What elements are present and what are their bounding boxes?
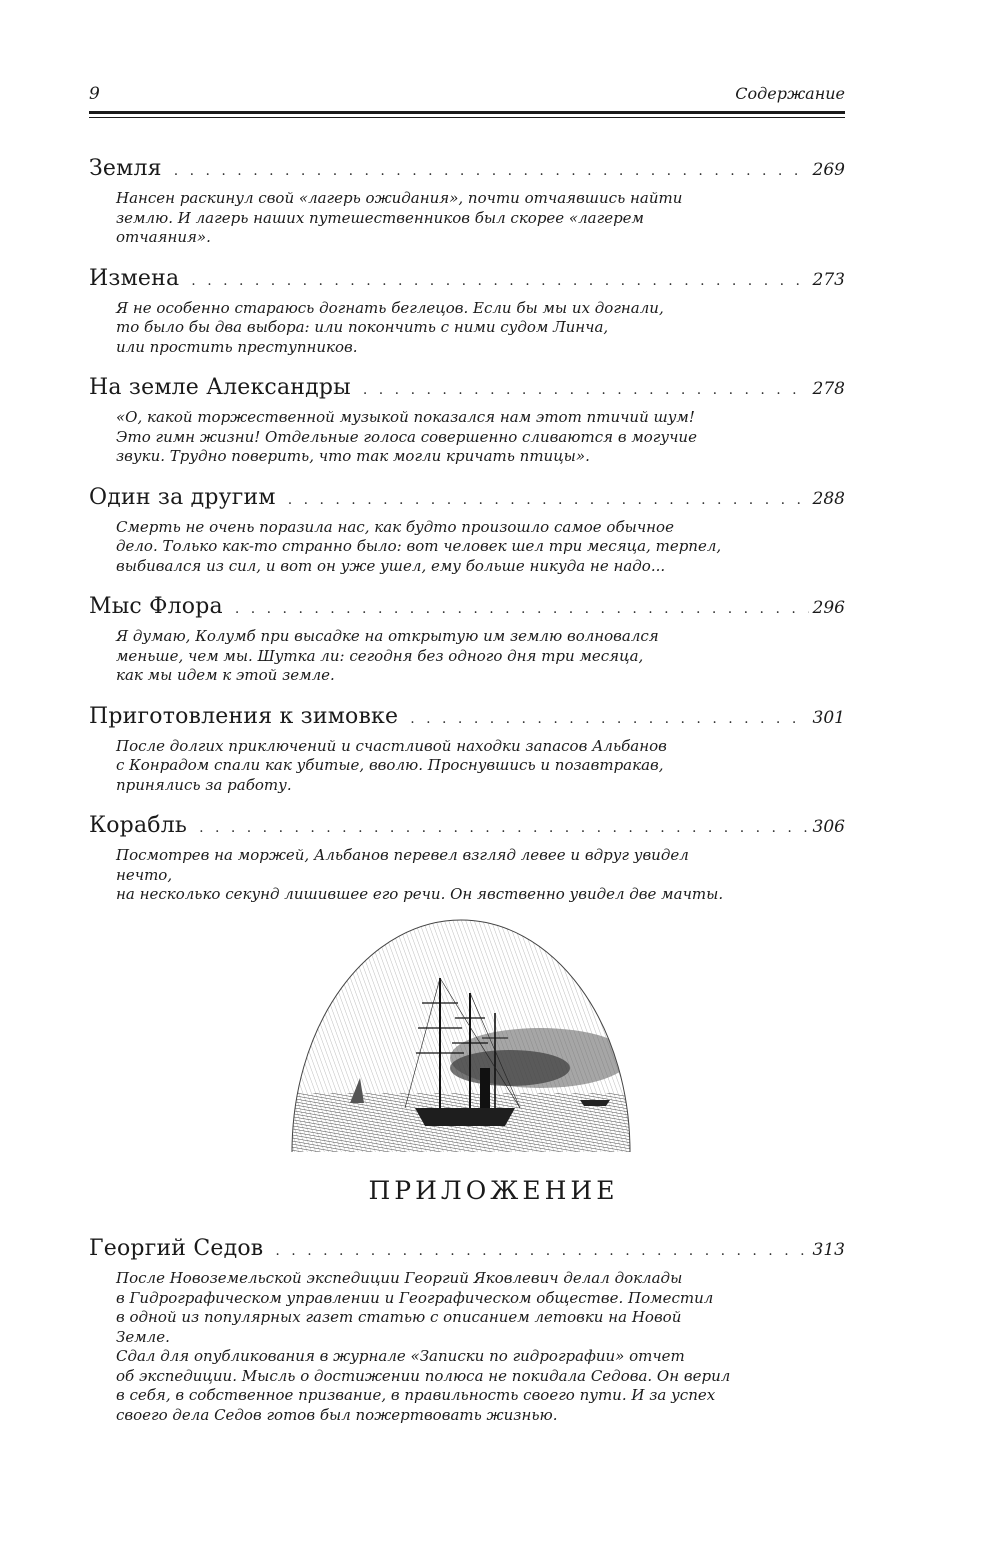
page-header bbox=[89, 84, 845, 108]
description-line: или простить преступников. bbox=[116, 337, 358, 356]
toc-entry-line bbox=[89, 813, 845, 846]
toc-entry-line bbox=[89, 1236, 845, 1269]
description-line: меньше, чем мы. Шутка ли: сегодня без одного дня три месяца, bbox=[116, 646, 644, 665]
dot-leader bbox=[288, 492, 809, 508]
dot-leader bbox=[410, 711, 808, 727]
description-line: своего дела Седов готов был пожертвовать жизнью. bbox=[116, 1405, 558, 1424]
toc-entry-title[interactable]: Измена bbox=[89, 265, 180, 291]
toc-entry-line bbox=[89, 375, 845, 408]
description-line: Нансен раскинул свой «лагерь ожидания», почти отчаявшись найти bbox=[116, 189, 683, 207]
toc-entry[interactable] bbox=[89, 594, 845, 686]
page-number: 9 bbox=[89, 84, 100, 104]
description-line: звуки. Трудно поверить, что так могли кричать птицы». bbox=[116, 447, 590, 465]
description-line: как мы идем к этой земле. bbox=[116, 666, 335, 684]
dot-leader bbox=[235, 601, 809, 617]
toc-entry-title[interactable]: На земле Александры bbox=[89, 375, 351, 400]
toc-entry-page[interactable]: 296 bbox=[812, 598, 845, 618]
description-line: с Конрадом спали как убитые, вволю. Проснувшись и позавтракав, bbox=[116, 756, 664, 774]
toc-entry[interactable] bbox=[89, 1236, 845, 1425]
toc-entry-title[interactable]: Корабль bbox=[89, 813, 188, 838]
dot-leader bbox=[363, 382, 809, 398]
description-line: принялись за работу. bbox=[116, 775, 292, 794]
toc-entry[interactable] bbox=[89, 485, 845, 577]
ship-engraving-illustration bbox=[290, 918, 632, 1154]
description-line: то было бы два выбора: или покончить с ними судом Линча, bbox=[116, 318, 609, 336]
toc-entry-title[interactable]: Георгий Седов bbox=[89, 1236, 264, 1261]
toc-entry-title[interactable]: Мыс Флора bbox=[89, 594, 223, 619]
appendix-contents bbox=[89, 1236, 845, 1443]
toc-entry-title[interactable]: Приготовления к зимовке bbox=[89, 703, 399, 729]
toc-entry-page[interactable]: 269 bbox=[812, 160, 845, 180]
dot-leader bbox=[199, 820, 808, 836]
toc-entry-description bbox=[116, 408, 736, 467]
description-line: об экспедиции. Мысль о достижении полюса не покидала Седова. Он верил bbox=[116, 1366, 731, 1385]
toc-entry-page[interactable]: 278 bbox=[812, 379, 845, 399]
description-line: Сдал для опубликования в журнале «Записки по гидрографии» отчет bbox=[116, 1347, 685, 1365]
toc-entry-description bbox=[116, 846, 736, 905]
toc-entry[interactable] bbox=[89, 375, 845, 467]
toc-entry-description bbox=[116, 1269, 736, 1425]
description-line: выбивался из сил, и вот он уже ушел, ему больше никуда не надо... bbox=[116, 556, 666, 575]
description-line: землю. И лагерь наших путешественников был скорее «лагерем отчаяния». bbox=[116, 208, 644, 246]
toc-entry-page[interactable]: 306 bbox=[812, 817, 845, 837]
description-line: в одной из популярных газет статью с описанием летовки на Новой Земле. bbox=[116, 1308, 682, 1346]
table-of-contents bbox=[89, 156, 845, 923]
description-line: Смерть не очень поразила нас, как будто произошло самое обычное bbox=[116, 517, 674, 536]
toc-entry-line bbox=[89, 704, 845, 737]
description-line: дело. Только как-то странно было: вот человек шел три месяца, терпел, bbox=[116, 537, 722, 555]
toc-entry-description bbox=[116, 737, 736, 796]
toc-entry[interactable] bbox=[89, 156, 845, 248]
dot-leader bbox=[275, 1243, 808, 1259]
toc-entry-line bbox=[89, 156, 845, 189]
description-line: Я не особенно стараюсь догнать беглецов. Если бы мы их догнали, bbox=[116, 298, 664, 317]
toc-entry-description bbox=[116, 518, 736, 577]
toc-entry-title[interactable]: Земля bbox=[89, 156, 162, 181]
toc-entry-description bbox=[116, 299, 736, 358]
description-line: в Гидрографическом управлении и Географическом обществе. Поместил bbox=[116, 1288, 714, 1307]
dot-leader bbox=[174, 163, 809, 179]
description-line: в себя, в собственное призвание, в правильность своего пути. И за успех bbox=[116, 1386, 716, 1404]
toc-entry-title[interactable]: Один за другим bbox=[89, 484, 276, 510]
description-line: на несколько секунд лишившее его речи. Он явственно увидел две мачты. bbox=[116, 885, 724, 903]
description-line: Я думаю, Колумб при высадке на открытую им землю волновался bbox=[116, 627, 659, 645]
toc-entry[interactable] bbox=[89, 704, 845, 796]
appendix-heading: ПРИЛОЖЕНИЕ bbox=[368, 1176, 619, 1205]
toc-entry-description bbox=[116, 189, 736, 248]
dot-leader bbox=[191, 273, 808, 289]
description-line: Посмотрев на моржей, Альбанов перевел взгляд левее и вдруг увидел нечто, bbox=[116, 846, 689, 884]
toc-entry-description bbox=[116, 627, 736, 686]
description-line: После Новоземельской экспедиции Георгий Яковлевич делал доклады bbox=[116, 1269, 683, 1287]
description-line: Это гимн жизни! Отдельные голоса совершенно сливаются в могучие bbox=[116, 427, 697, 446]
toc-entry-page[interactable]: 288 bbox=[812, 488, 845, 509]
description-line: «О, какой торжественной музыкой показался нам этот птичий шум! bbox=[116, 408, 695, 426]
header-rule-thin bbox=[89, 117, 845, 118]
running-title: Содержание bbox=[735, 84, 845, 103]
toc-entry-line bbox=[89, 594, 845, 627]
toc-entry-page[interactable]: 273 bbox=[812, 269, 845, 290]
toc-entry[interactable] bbox=[89, 266, 845, 358]
header-rule-thick bbox=[89, 111, 845, 114]
description-line: После долгих приключений и счастливой находки запасов Альбанов bbox=[116, 736, 667, 755]
toc-entry-page[interactable]: 301 bbox=[812, 707, 845, 728]
toc-entry-line bbox=[89, 485, 845, 518]
toc-entry-page[interactable]: 313 bbox=[812, 1240, 845, 1260]
toc-entry[interactable] bbox=[89, 813, 845, 905]
toc-entry-line bbox=[89, 266, 845, 299]
